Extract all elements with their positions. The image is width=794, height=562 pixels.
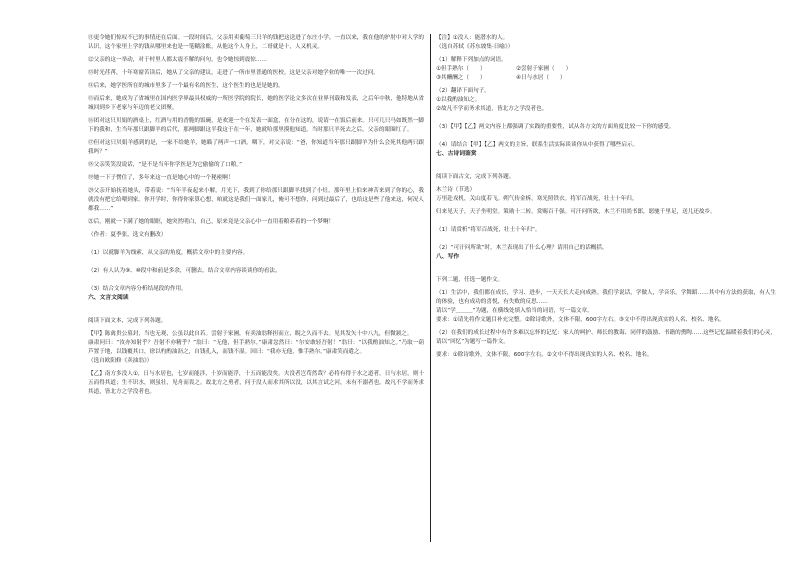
annotation-source: （选自苏轼《苏东坡集·日喻》） xyxy=(436,44,514,50)
passage-jia-2: 康肃问曰：“汝亦知射乎？吾射不亦精乎？”翁曰：“无他，但手熟尔。”康肃忿然曰：“尔安敢轻吾射！”翁曰：“以我酌油知之。”乃取一葫芦置于地，以钱覆其口，徐以杓酌油沥之，自钱孔入，而钱不湿。因曰：“我亦无他，惟手熟尔。”康肃笑而遣之。 xyxy=(88,340,424,355)
reading-instruction: 阅读下面文本，完成下列各题。 xyxy=(88,318,167,324)
story-author: （作者：夏季张，选文有删改） xyxy=(88,232,167,238)
section-8-heading: 八、写作 xyxy=(436,254,460,260)
annotation-note: 【注】①没人：能潜水的人。 xyxy=(436,35,509,41)
story-paragraph-20: ⑳父亲开始抚着她头，带着说：“当年半夜起来小解，月光下，我到了你给那只跟脚羊找到了小灶，那年里上伯来神苦来到了你的心，我就没有把它给喂到家。你开学时，你得你家算心想，咱就这是我们一面家儿，俺可不想你，问到过最后了，也给这是些了他来这，何况人都我……” xyxy=(88,188,424,212)
section-6-heading: 六、文言文阅读 xyxy=(88,295,129,301)
translate-item-a: ①以我酌油知之。 xyxy=(436,97,481,103)
passage-yi: 【乙】南方多没人①，日与水居也，七岁而能涉，十岁而能浮，十五而能没矣。夫没者岂苟然哉？必将有得于水之道者。日与水居，则十五而得其道；生不识水，则虽壮，见舟而畏之。故北方之勇者，问于没人而求其所以没，以其言试之河，未有不溺者也。故凡不学而务求其道，皆北方之学没者也。 xyxy=(88,371,424,395)
poem-instruction: 阅读下面古文，完成下列各题。 xyxy=(436,174,515,180)
story-paragraph-11: ⑪更令她们惊叹不已的事情还在后面。一段时间后，父亲用卖葡萄三只羊的钱把这送进了东庄小学。一直以来，我在他的护肘中对人学的认识，这个家里上学的钱从哪里来也是一笔糊涂账，从他这个人身上，二哥就是十，人又机灵。 xyxy=(88,35,424,50)
writing-prompt-1-requirements: 要求：①请先将作文题目补充完整。②除诗歌外，文体不限，600字左右。③文中不得出现真实的人名、校名、地名。 xyxy=(436,317,725,323)
story-paragraph-18: ⑱父亲笑笑没说话，“是不是当年你学医是为它偷偷的了口粮。” xyxy=(88,162,243,168)
column-divider xyxy=(430,34,431,542)
question-3: （3）结合文章内容分析结尾段的作用。 xyxy=(88,286,187,292)
story-paragraph-21: ㉑后，刚就一下满了她的眼眶，她突然明白，自己，原来竟是父亲心中一直用着粮养着的一个梦啊！ xyxy=(88,219,335,225)
writing-prompt-2-requirements: 要求：①除诗歌外，文体不限，600字左右。②文中不得出现真实的人名、校名、地名。 xyxy=(436,352,653,358)
vocab-row-2 xyxy=(436,74,776,83)
vocab-item-c: ③其酬酬之（ ） xyxy=(436,75,486,81)
story-paragraph-17: ⑰但对这只贝娟羊感到的是，一家不给她羊，她瞄了两声一口酒，咽下，对父亲说：“爸，你知道当年那只跟脚羊为什么会死其他两只跟我吗？” xyxy=(88,140,424,155)
question-2: （2）有人认为⑨、⑩段中和前是多余，可删去。结合文章内容谈谈你的看法。 xyxy=(88,268,281,274)
passage-jia-source: （选自欧阳修《卖油翁》） xyxy=(88,358,153,364)
compare-question: （3）【甲】【乙】两文内容上都强调了实践的重要性，试从各方文的方面角度比较一下你的感受。 xyxy=(436,124,675,130)
vocab-row-1 xyxy=(436,65,776,74)
question-1: （1）以就脚羊为线索，从父亲的角度，概括文章中的主要内容。 xyxy=(88,250,249,256)
poem-question-1: （1）请赏析“将军百战死，壮士十年归”。 xyxy=(436,227,541,233)
section-7-heading: 七、古诗词鉴赏 xyxy=(436,151,477,157)
left-column xyxy=(88,34,424,397)
vocab-item-a: ①但手熟尔（ ） xyxy=(436,66,486,72)
vocab-item-b: ②尝射于家圃（ ） xyxy=(516,66,572,72)
writing-prompt-1: （1）生活中，我们都在成长，学习、进步，一天天长大走向成熟。我们学说话，学做人，学音乐，学舞蹈……其中有方法的获取，有人生的体验，也有成功的喜悦，有失败的反思…… xyxy=(436,290,776,305)
poem-line-2: 归来见天子，天子坐明堂。策勋十二转，赏赐百千强。可汗问所欲，木兰不用尚书郎，愿驰千里足，送儿还故乡。 xyxy=(436,209,716,215)
story-paragraph-16: ⑯团对这只贝娟的酒桌上，红酒与用的香脆的饭碗，是欢迎一个在发表一面盒，在分在这的，说请一在饭后前来。只可几只马如既然一脚下的我和，生当年那只跟脚羊的后代，那两脚跟这半我这于在一年，她就哈那里摸他知道，当时那只羊死去之后，父亲的眼圈红了。 xyxy=(88,118,424,133)
story-paragraph-14: ⑭后来，她学医所在的城市里多了一个最有名的医生，这个医生的也是是她的。 xyxy=(88,83,284,89)
story-paragraph-12: ⑫父亲的这一举动，对于村里人都太震不解的问句，也令她惊到震惊…… xyxy=(88,57,268,63)
right-column xyxy=(436,34,776,360)
vocab-question-1: （1）解释下列加点的词语。 xyxy=(436,57,507,63)
passage-jia-1: 【甲】陈禽贵公墓封，当也无观，公虽以此自若。尝射于家圃，有卖油翁释担而立，睨之久而不去。见其发矢十中八九，但微颔之。 xyxy=(88,331,413,337)
story-paragraph-19: ⑲她一下子愣住了，多年来这一直是她心中的一个秘密啊！ xyxy=(88,175,234,181)
story-paragraph-15: ⑮而后来，她成为了省城里在国内医学界最具权威的一所医学院的院长，她的医学论文多次在业界刊载和发表，之后年中秋，他特地从省城回到乡下老家与年迈的老父团聚。 xyxy=(88,96,424,111)
insight-question: （4）请结合【甲】【乙】两文的主旨，联系生活实际谈谈你从中获得了哪些启示。 xyxy=(436,142,639,148)
translate-item-b: ②故凡不学而务求其道，皆北方之学没者也。 xyxy=(436,106,548,112)
vocab-item-d: ④日与水居（ ） xyxy=(516,75,566,81)
writing-instruction: 下列二题，任选一题作文。 xyxy=(436,277,504,283)
poem-line-1: 万里赴戎机，关山度若飞。朔气传金柝，寒光照铁衣。将军百战死，壮士十年归。 xyxy=(436,196,638,202)
poem-question-2: （2）“可汗问所欲”时，木兰表现出了什么心理？请用自己的话概括。 xyxy=(436,245,608,251)
writing-prompt-1-task: 请以“学＿＿＿”为题，在横线处填入恰当的词语，写一篇文章。 xyxy=(436,308,593,314)
story-paragraph-13: ⑬时光荏苒，十年寒窗苦读后，她从了父亲的建议，走进了一所市里普通的医校。这是父亲对她学业的唯一一次过问。 xyxy=(88,70,379,76)
translate-question: （2）翻译下面句子。 xyxy=(436,88,490,94)
writing-prompt-2: （2）在我们的成长过程中有许多难以忘怀的记忆：家人的呵护、师长的教诲、同伴的鼓励、书籍的熏陶……这些记忆温暖着我们的心灵，请以“回忆”为题写一篇作文。 xyxy=(436,330,776,345)
poem-title: 木兰诗（节选） xyxy=(436,187,476,193)
